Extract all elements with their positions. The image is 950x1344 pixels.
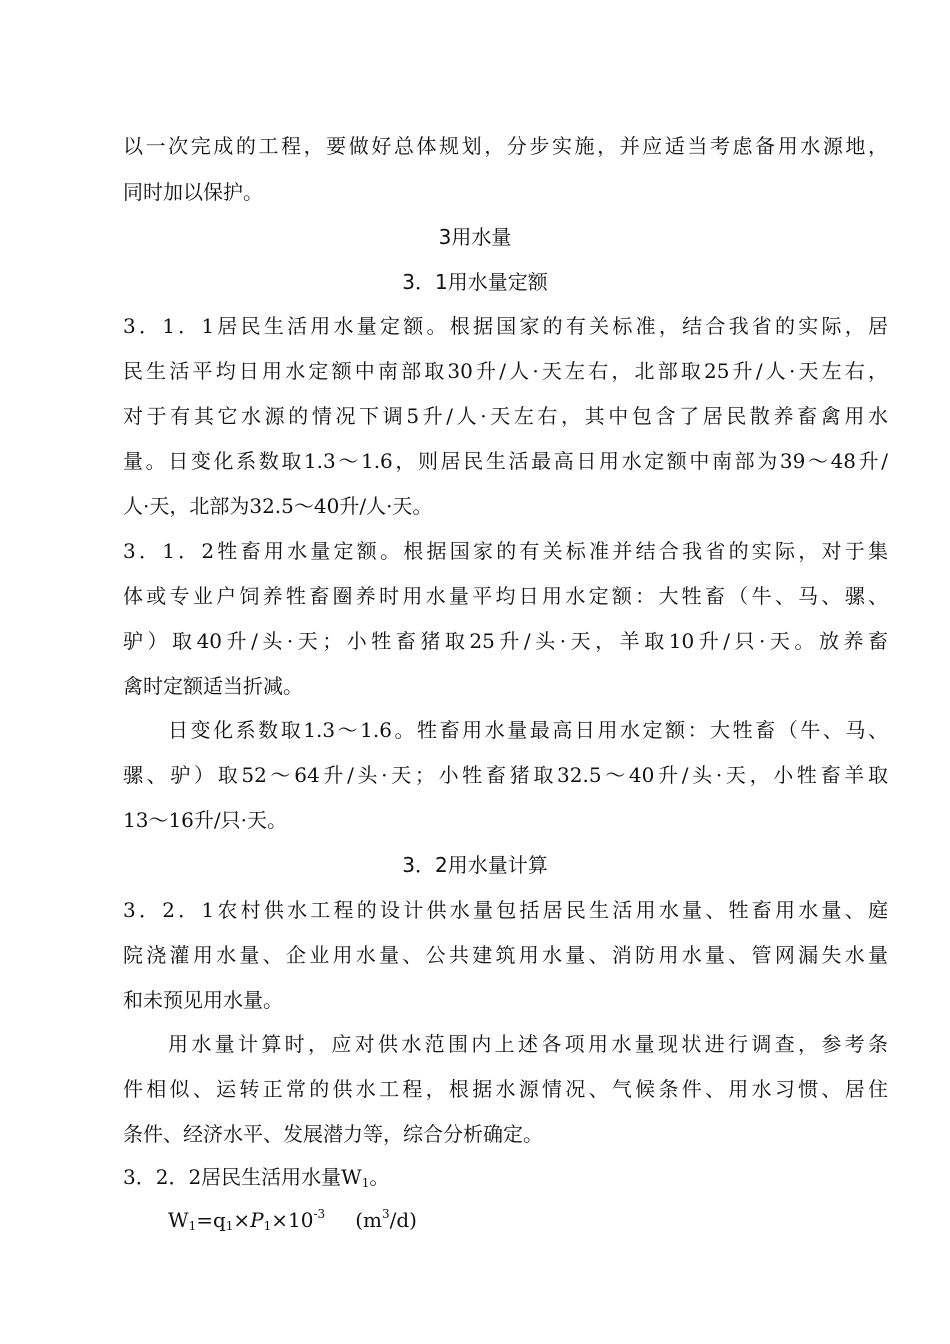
formula-w-subscript: 1 [188, 1219, 197, 1233]
paragraph-3-1-2-b-line-2: 骡、驴）取52～64升/头·天；小牲畜猪取32.5～40升/头·天，小牲畜羊取 [123, 763, 888, 787]
formula-eq-q: =q [196, 1208, 226, 1232]
paragraph-3-2-2-text: 3．2．2居民生活用水量W [123, 1165, 362, 1189]
paragraph-3-2-1-line-1: 3．2．1农村供水工程的设计供水量包括居民生活用水量、牲畜用水量、庭 [123, 898, 888, 922]
paragraph-3-1-2-line-2: 体或专业户饲养牲畜圈养时用水量平均日用水定额：大牲畜（牛、马、骡、 [123, 584, 888, 608]
formula-exponent: -3 [313, 1207, 326, 1221]
paragraph-3-2-2 [123, 1163, 888, 1191]
formula-p-subscript: 1 [263, 1219, 272, 1233]
water-demand-formula [168, 1206, 417, 1234]
paragraph-3-1-2-line-1: 3．1．2牲畜用水量定额。根据国家的有关标准并结合我省的实际，对于集 [123, 539, 888, 563]
formula-p: P [250, 1208, 264, 1232]
formula-unit-close: /d) [389, 1208, 417, 1232]
paragraph-3-1-1-line-3: 对于有其它水源的情况下调5升/人·天左右，其中包含了居民散养畜禽用水 [123, 404, 888, 428]
formula-times-1: × [233, 1208, 251, 1232]
paragraph-3-2-2-subscript: 1 [361, 1176, 370, 1190]
paragraph-3-2-1-line-3: 和未预见用水量。 [123, 988, 283, 1012]
paragraph-3-2-1-line-2: 院浇灌用水量、企业用水量、公共建筑用水量、消防用水量、管网漏失水量 [123, 943, 888, 967]
formula-unit-open: (m [355, 1208, 382, 1232]
formula-q-subscript: 1 [225, 1219, 234, 1233]
section-heading-3: 3用水量 [438, 225, 512, 249]
paragraph-3-1-1-line-4: 量。日变化系数取1.3～1.6，则居民生活最高日用水定额中南部为39～48升/ [123, 449, 888, 473]
paragraph-3-1-1-line-5: 人·天，北部为32.5～40升/人·天。 [123, 494, 433, 518]
paragraph-3-2-1-b-line-2: 件相似、运转正常的供水工程，根据水源情况、气候条件、用水习惯、居住 [123, 1077, 888, 1101]
paragraph-3-1-2-b-line-3: 13～16升/只·天。 [123, 808, 287, 832]
intro-line-1: 以一次完成的工程，要做好总体规划，分步实施，并应适当考虑备用水源地， [123, 134, 888, 158]
intro-line-2: 同时加以保护。 [123, 180, 263, 204]
paragraph-3-1-1-line-2: 民生活平均日用水定额中南部取30升/人·天左右，北部取25升/人·天左右， [123, 359, 888, 383]
paragraph-3-1-2-b-line-1: 日变化系数取1.3～1.6。牲畜用水量最高日用水定额：大牲畜（牛、马、 [168, 718, 888, 742]
paragraph-3-1-2-line-3: 驴）取40升/头·天；小牲畜猪取25升/头·天，羊取10升/只·天。放养畜 [123, 629, 888, 653]
formula-w: W [168, 1208, 189, 1232]
paragraph-3-2-1-b-line-1: 用水量计算时，应对供水范围内上述各项用水量现状进行调查，参考条 [168, 1032, 888, 1056]
paragraph-3-2-1-b-line-3: 条件、经济水平、发展潜力等，综合分析确定。 [123, 1122, 543, 1146]
section-heading-3-1: 3．1用水量定额 [402, 270, 548, 294]
section-heading-3-2: 3．2用水量计算 [402, 853, 548, 877]
paragraph-3-2-2-end: 。 [369, 1165, 390, 1189]
paragraph-3-1-1-line-1: 3．1．1居民生活用水量定额。根据国家的有关标准，结合我省的实际，居 [123, 314, 888, 338]
formula-times-2: ×10 [271, 1208, 314, 1232]
formula-unit-exponent: 3 [381, 1207, 390, 1221]
paragraph-3-1-2-line-4: 禽时定额适当折减。 [123, 674, 303, 698]
